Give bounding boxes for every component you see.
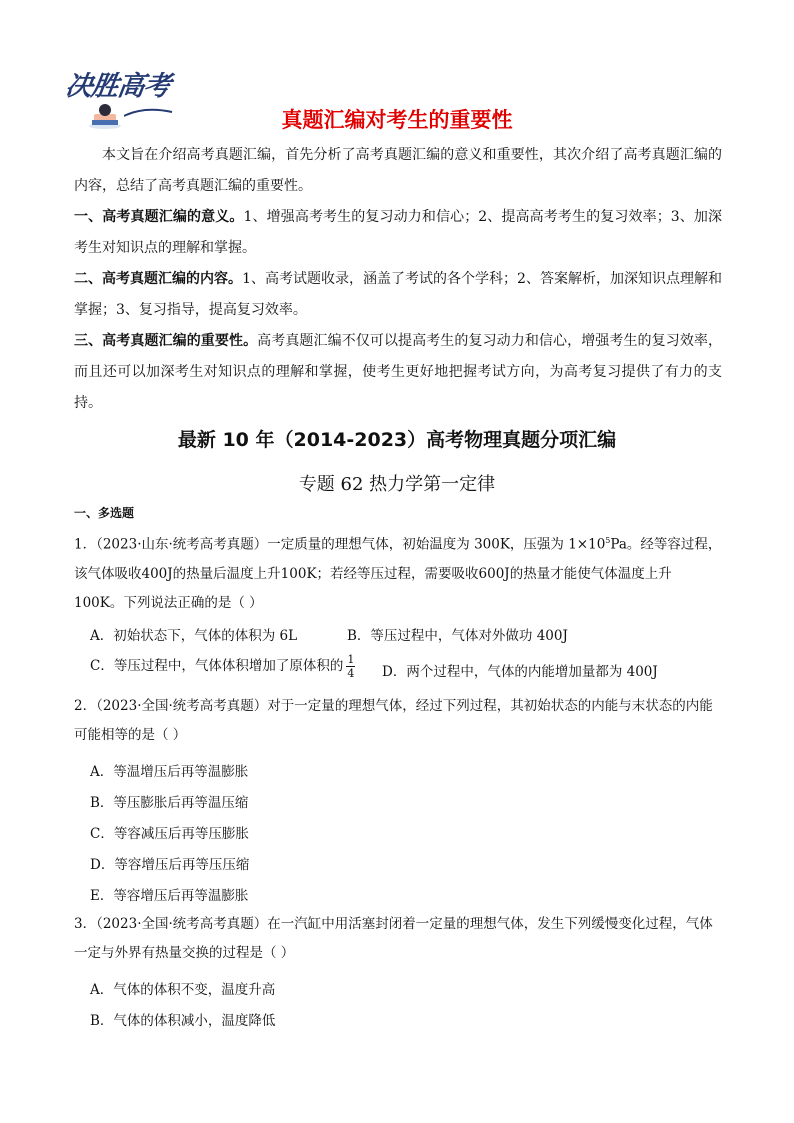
intro-paragraph: 本文旨在介绍高考真题汇编，首先分析了高考真题汇编的意义和重要性，其次介绍了高考真题汇编的内容，总结了高考真题汇编的重要性。 [74, 147, 722, 194]
point-content [74, 264, 722, 326]
point-text: 1、高考试题收录，涵盖了考试的各个学科；2、答案解析，加深知识点理解和掌握；3、复习指导，提高复习效率。 [74, 271, 723, 318]
point-text: 高考真题汇编不仅可以提高考生的复习动力和信心，增强考生的复习效率，而且还可以加深考生对知识点的理解和掌握，使考生更好地把握考试方向，为高考复习提供了有力的支持。 [74, 333, 722, 411]
q1-option-a: A．初始状态下，气体的体积为 6L [90, 628, 298, 644]
question-line: 3．（2023·全国·统考高考真题）在一汽缸中用活塞封闭着一定量的理想气体，发生下列缓慢变化过程，气体 [74, 916, 713, 932]
question-3 [74, 910, 724, 968]
q1-option-d: D．两个过程中，气体的内能增加量都为 400J [382, 664, 658, 680]
point-meaning [74, 202, 722, 264]
question-2 [74, 692, 724, 750]
fraction-numerator: 1 [347, 653, 355, 666]
q3-option-b: B．气体的体积减小，温度降低 [90, 1013, 276, 1029]
fraction [346, 653, 355, 680]
fraction-denominator: 4 [347, 667, 355, 680]
main-title: 真题汇编对考生的重要性 [281, 108, 513, 132]
option-text: C．等压过程中，气体体积增加了原体积的 [90, 658, 344, 674]
section-title: 最新 10 年（2014-2023）高考物理真题分项汇编 [177, 429, 617, 451]
q1-option-b: B．等压过程中，气体对外做功 400J [347, 628, 568, 644]
question-line [74, 526, 724, 560]
question-line: 可能相等的是（ ） [74, 727, 187, 743]
q2-option-d: D．等容增压后再等压压缩 [90, 857, 250, 873]
q1-option-c [90, 653, 358, 680]
q3-option-a: A．气体的体积不变，温度升高 [90, 982, 276, 998]
question-1 [74, 526, 724, 618]
q2-option-c: C．等容减压后再等压膨胀 [90, 826, 249, 842]
question-line: 2．（2023·全国·统考高考真题）对于一定量的理想气体，经过下列过程，其初始状态的内能与末状态的内能 [74, 698, 713, 714]
point-importance [74, 326, 722, 419]
q2-option-b: B．等压膨胀后再等温压缩 [90, 795, 249, 811]
q2-option-a: A．等温增压后再等温膨胀 [90, 764, 249, 780]
question-text: 1．（2023·山东·统考高考真题）一定质量的理想气体，初始温度为 300K，压强为 1×10 [74, 536, 606, 553]
section-subtitle: 专题 62 热力学第一定律 [298, 474, 496, 495]
point-label: 一、高考真题汇编的意义。 [74, 209, 244, 225]
point-label: 三、高考真题汇编的重要性。 [74, 333, 258, 349]
point-text: 1、增强高考考生的复习动力和信心；2、提高高考考生的复习效率；3、加深考生对知识点的理解和掌握。 [74, 209, 722, 256]
question-line: 一定与外界有热量交换的过程是（ ） [74, 945, 295, 961]
part-label: 一、多选题 [74, 506, 135, 520]
q2-option-e: E．等容增压后再等温膨胀 [90, 888, 249, 904]
point-label: 二、高考真题汇编的内容。 [74, 271, 243, 287]
question-line: 100K。下列说法正确的是（ ） [74, 594, 263, 611]
logo-text: 决胜高考 [63, 71, 172, 102]
question-text: Pa。经等容过程， [610, 536, 722, 553]
exponent: 5 [605, 536, 611, 545]
question-line: 该气体吸收400J的热量后温度上升100K；若经等压过程，需要吸收600J的热量才能使气体温度上升 [74, 565, 672, 582]
